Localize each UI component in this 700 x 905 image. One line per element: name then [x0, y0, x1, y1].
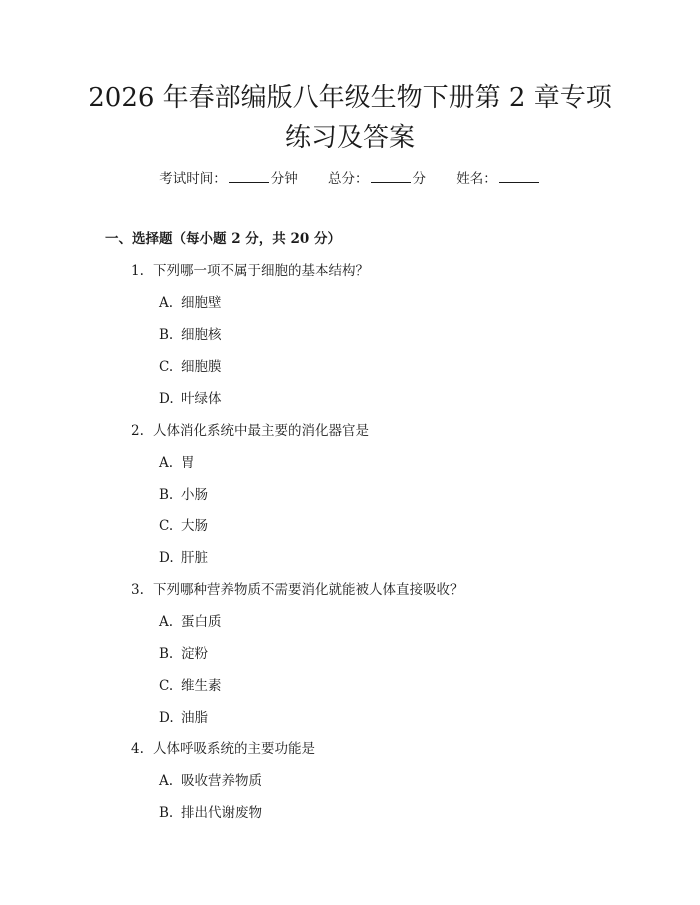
question-4: [131, 739, 315, 759]
option-text: 排出代谢废物: [181, 805, 262, 821]
total-score-label: 总分：: [328, 171, 369, 187]
exam-info: [0, 168, 700, 189]
option-text: 叶绿体: [181, 391, 222, 407]
option-letter: A.: [159, 295, 174, 311]
question-3-option-d: [159, 708, 208, 728]
question-4-option-b: [159, 803, 262, 823]
option-letter: D.: [159, 550, 174, 566]
option-letter: C.: [159, 359, 174, 375]
question-2-option-b: [159, 485, 208, 505]
question-1-option-d: [159, 389, 222, 409]
option-text: 吸收营养物质: [181, 773, 262, 789]
option-text: 油脂: [181, 710, 208, 726]
option-letter: C.: [159, 518, 174, 534]
question-text: 下列哪一项不属于细胞的基本结构？: [153, 263, 369, 279]
option-text: 蛋白质: [181, 614, 222, 630]
option-letter: D.: [159, 391, 174, 407]
question-number: 2.: [131, 423, 144, 439]
exam-time: [159, 168, 298, 189]
question-text: 下列哪种营养物质不需要消化就能被人体直接吸收？: [153, 582, 464, 598]
question-2-option-a: [159, 453, 195, 473]
option-letter: D.: [159, 710, 174, 726]
question-2-option-c: [159, 516, 208, 536]
exam-time-label: 考试时间：: [159, 171, 227, 187]
option-text: 细胞核: [181, 327, 222, 343]
question-3-option-c: [159, 676, 222, 696]
option-text: 细胞壁: [181, 295, 222, 311]
option-text: 细胞膜: [181, 359, 222, 375]
option-letter: B.: [159, 805, 174, 821]
exam-time-unit: 分钟: [270, 171, 298, 187]
option-letter: A.: [159, 614, 174, 630]
option-text: 维生素: [181, 678, 222, 694]
question-number: 4.: [131, 741, 144, 757]
question-2-option-d: [159, 548, 208, 568]
question-number: 1.: [131, 263, 144, 279]
option-letter: A.: [159, 773, 174, 789]
question-2: [131, 421, 369, 441]
option-text: 肝脏: [181, 550, 208, 566]
question-1-option-a: [159, 293, 222, 313]
question-3-option-a: [159, 612, 222, 632]
option-letter: A.: [159, 455, 174, 471]
option-text: 淀粉: [181, 646, 208, 662]
question-3-option-b: [159, 644, 208, 664]
option-letter: B.: [159, 646, 174, 662]
student-name-label: 姓名：: [456, 171, 497, 187]
option-letter: B.: [159, 327, 174, 343]
question-1-option-b: [159, 325, 222, 345]
option-letter: B.: [159, 487, 174, 503]
total-score-unit: 分: [412, 171, 426, 187]
student-name: [456, 168, 541, 189]
question-text: 人体呼吸系统的主要功能是: [153, 741, 315, 757]
option-text: 小肠: [181, 487, 208, 503]
page-title: [60, 78, 640, 158]
option-text: 大肠: [181, 518, 208, 534]
question-4-option-a: [159, 771, 262, 791]
title-line-1: 2026 年春部编版八年级生物下册第 2 章专项: [88, 83, 612, 113]
total-score: [328, 168, 426, 189]
question-1: [131, 261, 369, 281]
student-name-blank: [499, 168, 539, 183]
question-3: [131, 580, 464, 600]
question-text: 人体消化系统中最主要的消化器官是: [153, 423, 369, 439]
title-line-2: 练习及答案: [284, 123, 415, 153]
section-heading: 一、选择题（每小题 2 分，共 20 分）: [105, 231, 341, 247]
exam-time-blank: [229, 168, 269, 183]
total-score-blank: [371, 168, 411, 183]
question-1-option-c: [159, 357, 222, 377]
option-text: 胃: [181, 455, 195, 471]
option-letter: C.: [159, 678, 174, 694]
question-number: 3.: [131, 582, 144, 598]
